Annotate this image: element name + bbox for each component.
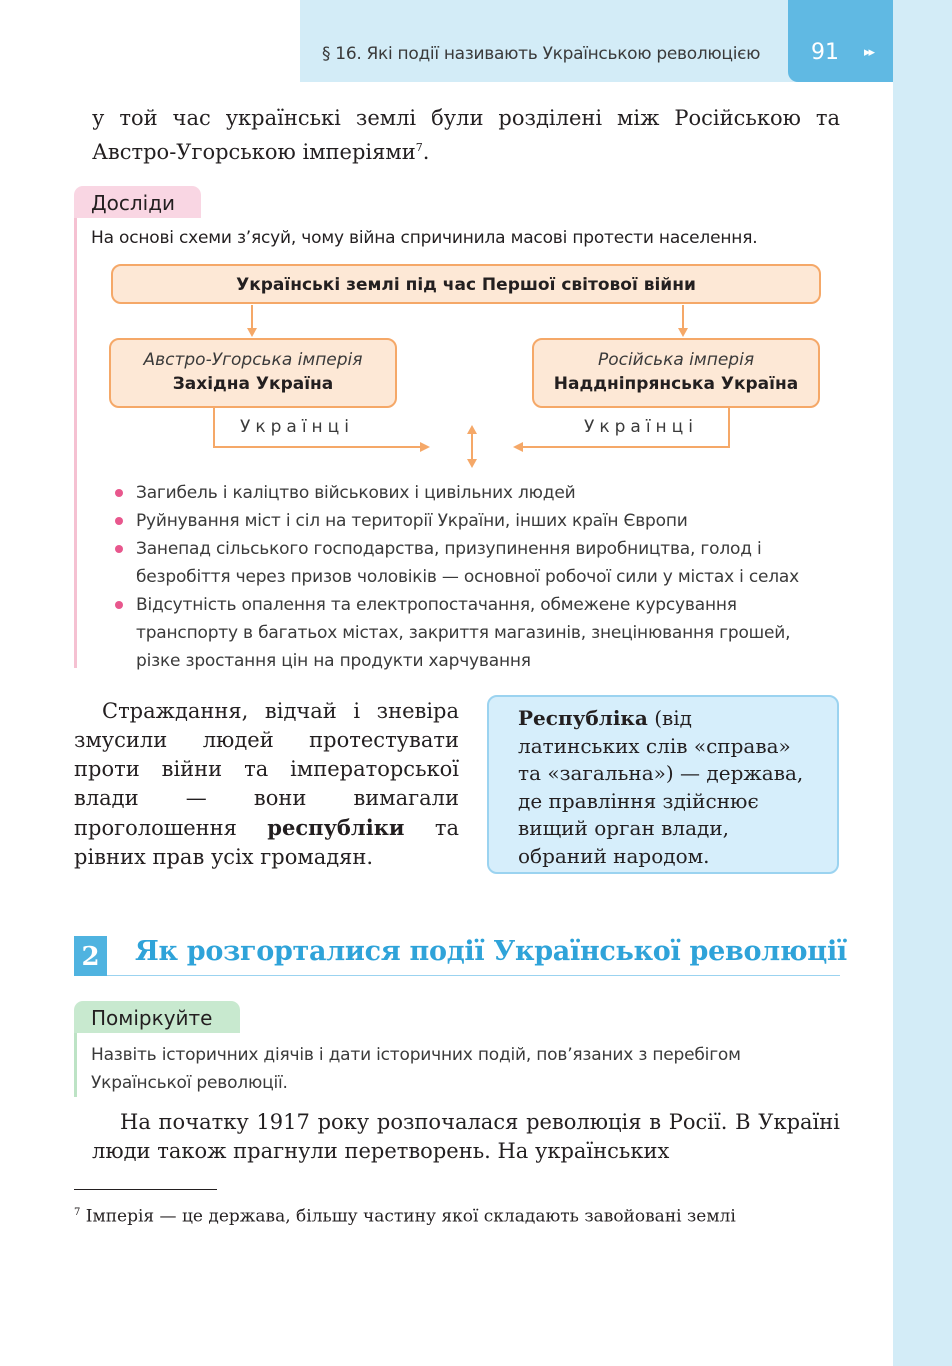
think-task: Назвіть історичних діячів і дати історичних подій, пов’язаних з перебігом Української революції. bbox=[91, 1045, 741, 1093]
page-number-tab bbox=[788, 0, 893, 82]
consequences-list bbox=[115, 479, 825, 675]
think-label: Поміркуйте bbox=[74, 1001, 240, 1033]
ukrainians-right-label: Українці bbox=[584, 417, 698, 437]
left-region-label: Західна Україна bbox=[172, 374, 334, 394]
term-definition: (від латинських слів «справа» та «загальна») — держава, де правління здійснює вищий орган влади, обраний народом. bbox=[518, 706, 804, 868]
explore-task: На основі схеми з’ясуй, чому війна спричинила масові протести населення. bbox=[91, 228, 758, 248]
explore-side-line bbox=[74, 218, 77, 668]
arrowhead-down bbox=[467, 459, 477, 468]
arrowhead-up bbox=[467, 425, 477, 434]
diagram-right-box bbox=[532, 338, 820, 408]
list-item: Відсутність опалення та електропостачання, обмежене курсування транспорту в багатьох містах, закриття магазинів, знецінювання грошей, різке зростання цін на продукти харчування bbox=[115, 591, 825, 675]
ukrainians-left-label: Українці bbox=[240, 417, 354, 437]
suffering-paragraph bbox=[74, 697, 459, 872]
list-item: Занепад сільського господарства, призупинення виробництва, голод і безробіття через призов чоловіків — основної робочої сили у містах і селах bbox=[115, 535, 825, 591]
suffering-text-after: та рівних прав усіх громадян. bbox=[74, 816, 459, 869]
chapter-title: § 16. Які події називають Українською революцією bbox=[322, 44, 761, 64]
suffering-text-before: Страждання, відчай і зневіра змусили людей протестувати проти війни та імператорської влади — вони вимагали проголошення bbox=[74, 699, 459, 840]
right-margin-band bbox=[893, 0, 952, 1366]
footnote-number: 7 bbox=[74, 1207, 81, 1218]
footnote-divider bbox=[74, 1189, 217, 1190]
arrowhead-left-down bbox=[247, 328, 257, 337]
section-number: 2 bbox=[74, 936, 107, 976]
revolution-paragraph bbox=[92, 1108, 840, 1166]
left-empire-label: Австро-Угорська імперія bbox=[143, 350, 363, 370]
footnote-reference: 7 bbox=[415, 141, 423, 154]
explore-label: Досліди bbox=[74, 186, 201, 218]
section-underline bbox=[107, 975, 840, 976]
right-region-label: Наддніпрянська Україна bbox=[553, 374, 799, 394]
section-title: Як розгорталися події Української революції bbox=[135, 936, 847, 967]
list-item: Загибель і каліцтво військових і цивільних людей bbox=[115, 479, 825, 507]
diagram-top-box: Українські землі під час Першої світової війни bbox=[111, 264, 821, 304]
page-number: 91 bbox=[811, 40, 839, 65]
right-empire-label: Російська імперія bbox=[597, 350, 755, 370]
diagram-left-box bbox=[109, 338, 397, 408]
footnote-text: Імперія — це держава, більшу частину якої складають завойовані землі bbox=[85, 1206, 736, 1227]
term-definition-box bbox=[487, 695, 839, 874]
intro-paragraph bbox=[92, 104, 840, 167]
suffering-bold-term: республіки bbox=[267, 815, 405, 840]
arrowhead-right-bracket bbox=[513, 442, 523, 452]
arrowhead-right-down bbox=[678, 328, 688, 337]
think-side-line bbox=[74, 1033, 77, 1097]
intro-text: у той час українські землі були розділені між Російською та Австро-Угорською імперіями bbox=[92, 106, 840, 164]
next-arrows-icon: ▸▸ bbox=[864, 45, 874, 60]
footnote bbox=[74, 1200, 840, 1230]
revolution-text: На початку 1917 року розпочалася революція в Росії. В Україні люди також прагнули перетворень. На українських bbox=[92, 1110, 840, 1163]
arrowhead-left-bracket bbox=[420, 442, 430, 452]
term-word: Республіка bbox=[518, 706, 648, 730]
list-item: Руйнування міст і сіл на території України, інших країн Європи bbox=[115, 507, 825, 535]
intro-end: . bbox=[422, 140, 430, 164]
